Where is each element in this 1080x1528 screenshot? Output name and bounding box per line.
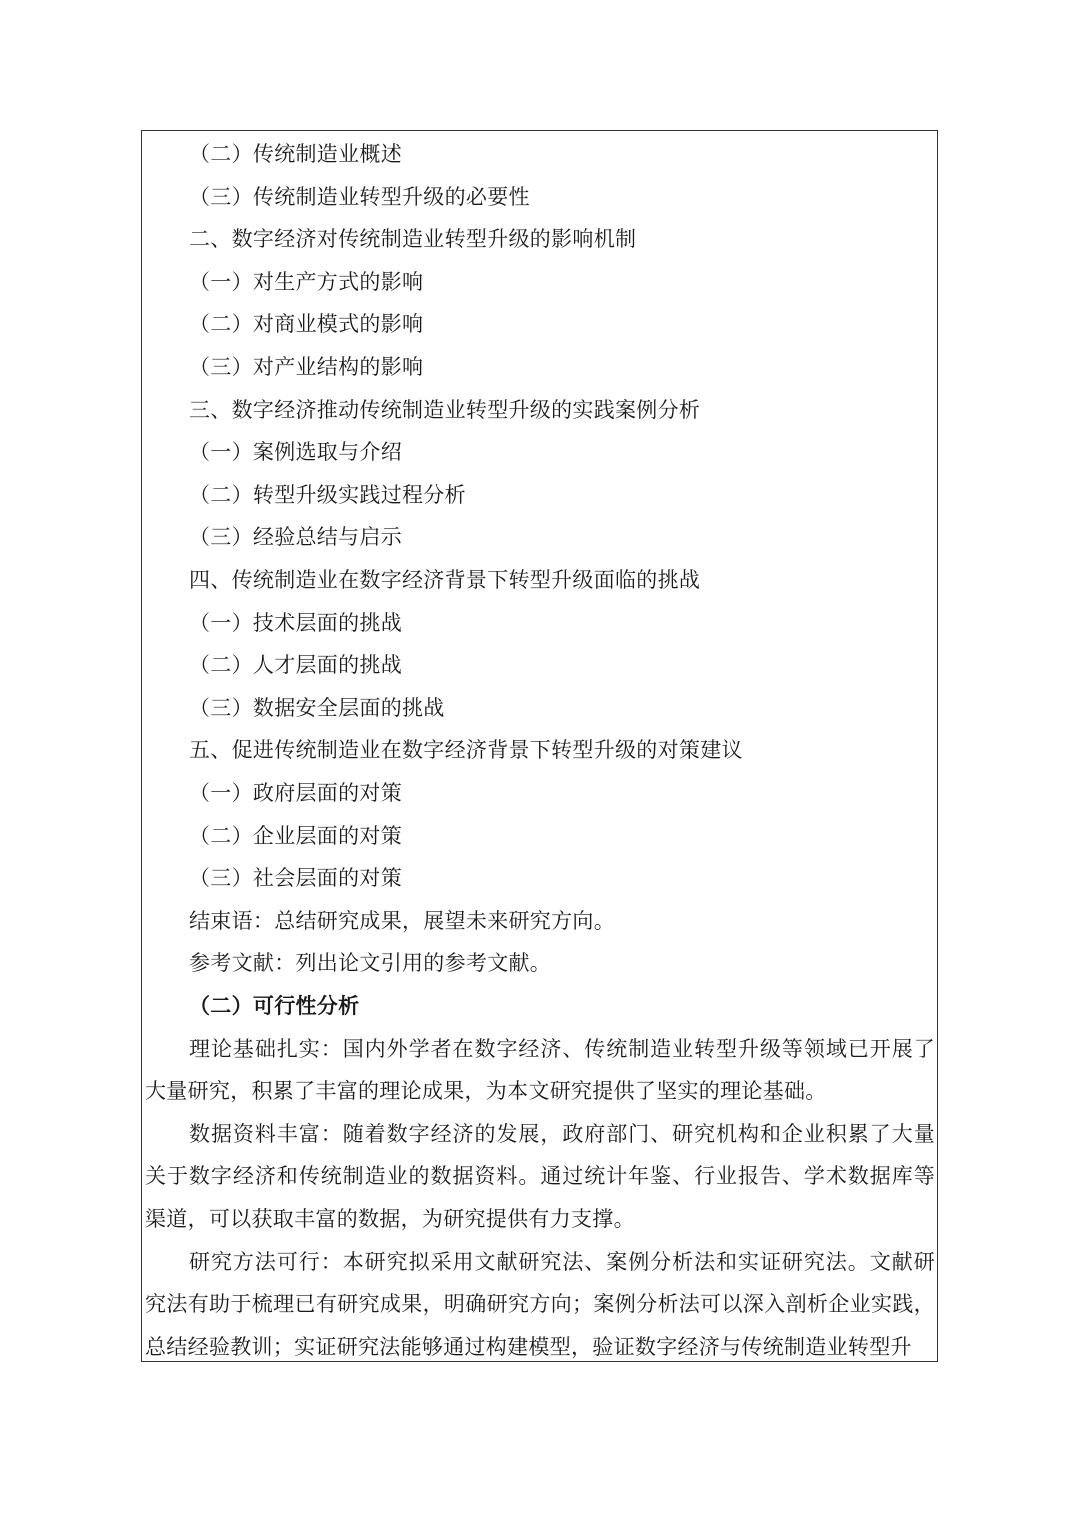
outline-subsection: （三）数据安全层面的挑战 <box>189 695 445 720</box>
paragraph-line: 总结经验教训；实证研究法能够通过构建模型，验证数字经济与传统制造业转型升 <box>145 1334 912 1359</box>
paragraph-line: 关于数字经济和传统制造业的数据资料。通过统计年鉴、行业报告、学术数据库等 <box>145 1164 935 1189</box>
paragraph-line: 渠道，可以获取丰富的数据，为研究提供有力支撑。 <box>145 1207 635 1231</box>
outline-section: 结束语：总结研究成果，展望未来研究方向。 <box>189 908 615 933</box>
document-table-cell <box>141 130 938 1362</box>
outline-subsection: （一）案例选取与介绍 <box>189 440 402 465</box>
outline-subsection: （二）转型升级实践过程分析 <box>189 482 466 507</box>
paragraph-line: 究法有助于梳理已有研究成果，明确研究方向；案例分析法可以深入剖析企业实践， <box>145 1292 935 1317</box>
outline-subsection: （二）企业层面的对策 <box>189 823 402 848</box>
paragraph-line: 研究方法可行：本研究拟采用文献研究法、案例分析法和实证研究法。文献研 <box>189 1249 935 1274</box>
paragraph-line: 大量研究，积累了丰富的理论成果，为本文研究提供了坚实的理论基础。 <box>145 1079 827 1104</box>
outline-subsection: （二）传统制造业概述 <box>189 142 402 166</box>
outline-section: 参考文献：列出论文引用的参考文献。 <box>189 951 552 976</box>
outline-subsection: （三）经验总结与启示 <box>189 525 402 550</box>
outline-section: 五、促进传统制造业在数字经济背景下转型升级的对策建议 <box>189 738 743 763</box>
outline-subsection: （三）对产业结构的影响 <box>189 355 424 379</box>
outline-subsection: （一）政府层面的对策 <box>189 781 402 805</box>
paragraph-line: 数据资料丰富：随着数字经济的发展，政府部门、研究机构和企业积累了大量 <box>189 1121 935 1146</box>
outline-subsection: （二）人才层面的挑战 <box>189 653 402 678</box>
outline-subsection: （三）传统制造业转型升级的必要性 <box>189 184 530 209</box>
outline-section: 二、数字经济对传统制造业转型升级的影响机制 <box>189 227 637 252</box>
outline-section: 三、数字经济推动传统制造业转型升级的实践案例分析 <box>189 397 701 422</box>
outline-subsection: （一）对生产方式的影响 <box>189 269 424 294</box>
outline-section: 四、传统制造业在数字经济背景下转型升级面临的挑战 <box>189 568 701 592</box>
outline-subsection: （二）对商业模式的影响 <box>189 312 424 337</box>
paragraph-line: 理论基础扎实：国内外学者在数字经济、传统制造业转型升级等领域已开展了 <box>189 1036 935 1061</box>
outline-subsection: （一）技术层面的挑战 <box>189 610 402 635</box>
feasibility-heading: （二）可行性分析 <box>189 993 360 1018</box>
outline-subsection: （三）社会层面的对策 <box>189 866 402 891</box>
